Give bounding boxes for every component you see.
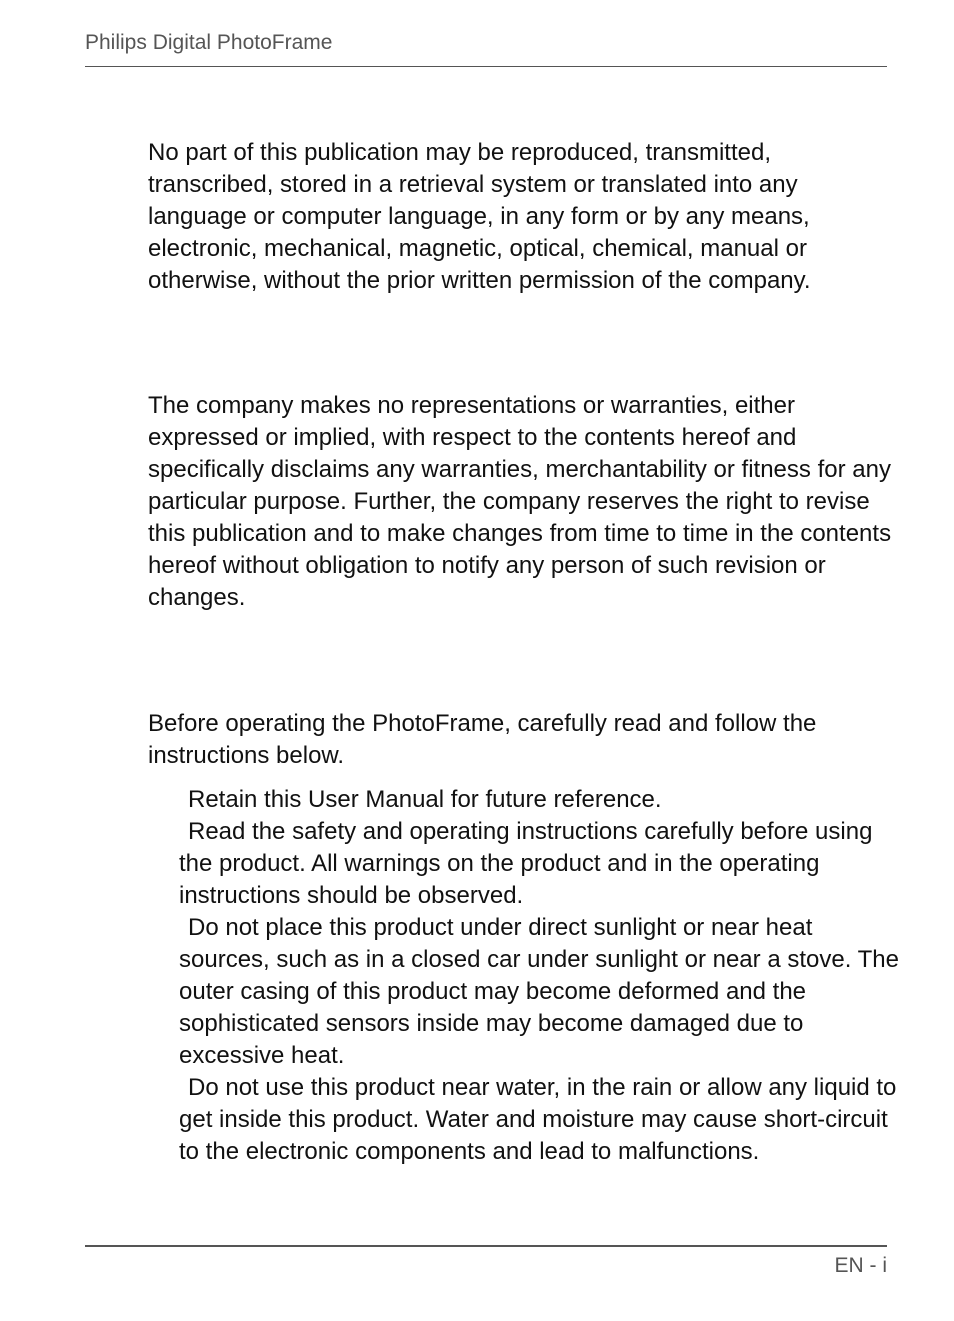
page-number: EN - i (834, 1254, 887, 1277)
disclaimer-paragraph: The company makes no representations or warranties, either expressed or implied, with respect to the contents hereof and specifically disclaims any warranties, merchantability or fitness for any particular purpose. Further, the company reserves the right to revise this publication and to make changes from time to time in the contents hereof without obligation to notify any person of such revision or changes. (148, 392, 892, 611)
header-title: Philips Digital PhotoFrame (85, 31, 333, 54)
page-footer (85, 1245, 887, 1277)
safety-intro-paragraph: Before operating the PhotoFrame, carefully read and follow the instructions below. (148, 710, 817, 769)
list-item: Do not place this product under direct sunlight or near heat sources, such as in a closed car under sunlight or near a stove. The outer casing of this product may become deformed and the sophisticated sensors inside may become damaged due to excessive heat. (179, 914, 899, 1069)
list-item: Do not use this product near water, in the rain or allow any liquid to get inside this product. Water and moisture may cause short-circuit to the electronic components and lead to malfunctions. (179, 1074, 897, 1165)
safety-instructions-list (179, 784, 899, 1168)
copyright-paragraph: No part of this publication may be reproduced, transmitted, transcribed, stored in a retrieval system or translated into any language or computer language, in any form or by any means, electronic, mechanical, magnetic, optical, chemical, manual or otherwise, without the prior written permission of the company. (148, 139, 811, 294)
list-item: Read the safety and operating instructions carefully before using the product. All warnings on the product and in the operating instructions should be observed. (179, 818, 873, 909)
page-header (85, 30, 887, 67)
list-item: Retain this User Manual for future reference. (188, 786, 662, 813)
